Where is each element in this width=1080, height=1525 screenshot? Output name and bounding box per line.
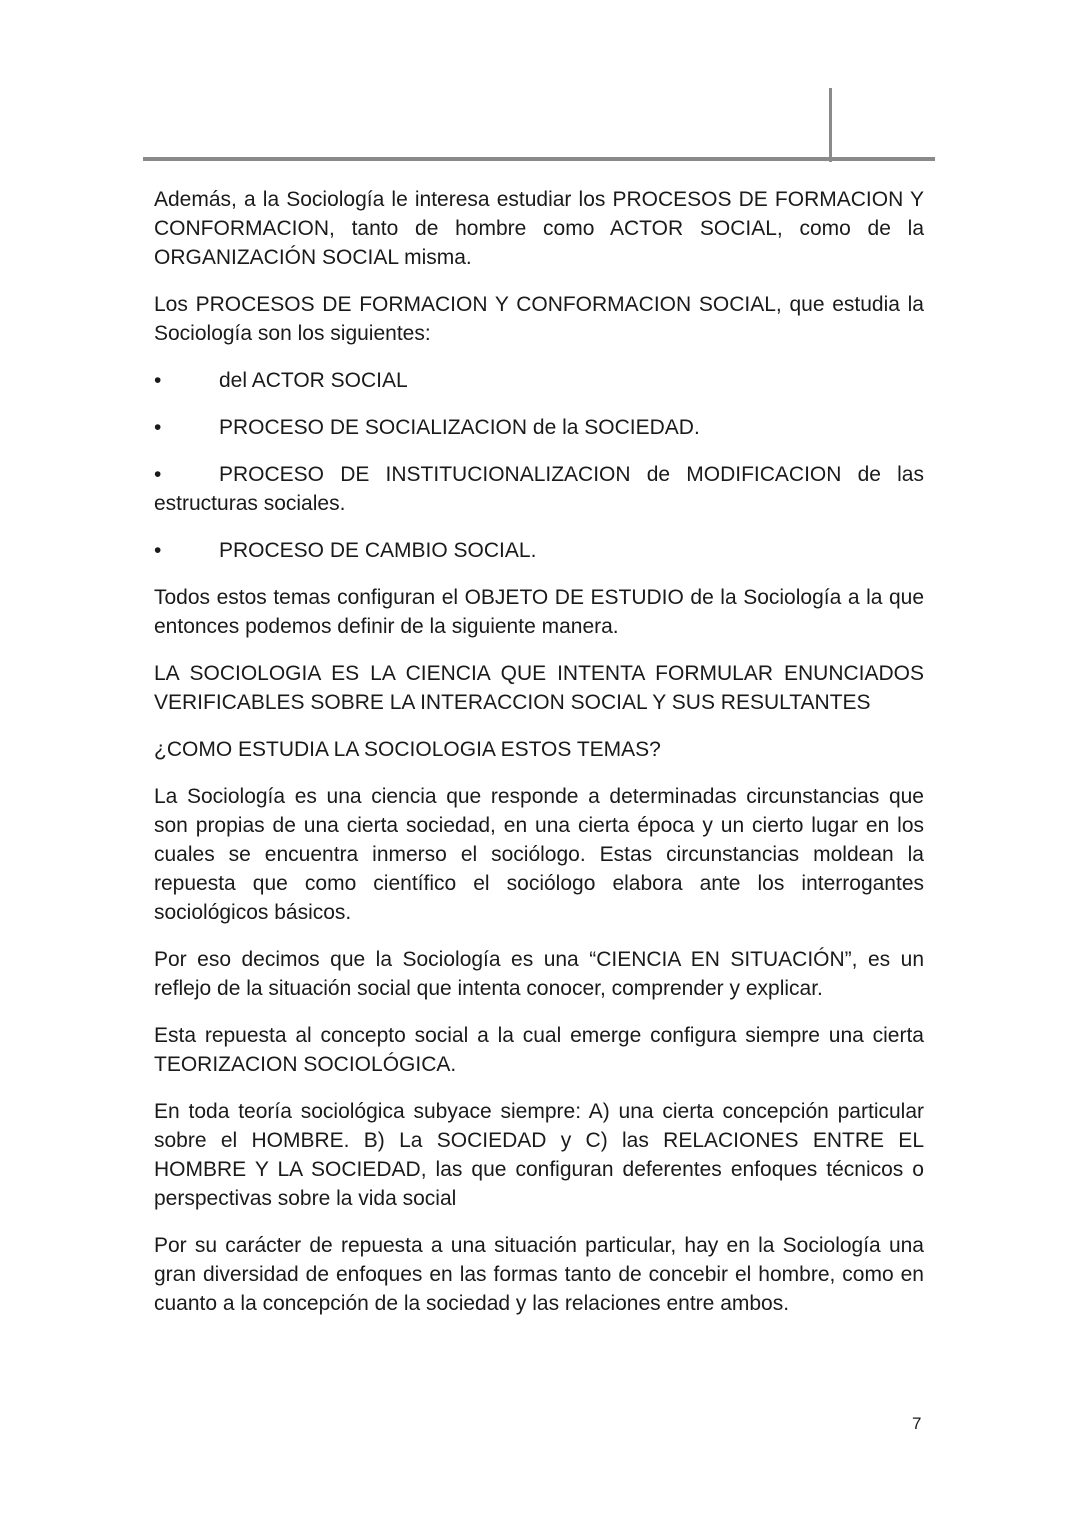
bullet-text: del ACTOR SOCIAL — [219, 369, 408, 392]
bullet-icon: • — [154, 463, 162, 486]
paragraph: Los PROCESOS DE FORMACION Y CONFORMACION SOCIAL, que estudia la Sociología son los siguientes: — [154, 293, 924, 345]
paragraph: LA SOCIOLOGIA ES LA CIENCIA QUE INTENTA FORMULAR ENUNCIADOS VERIFICABLES SOBRE LA INTERACCION SOCIAL Y SUS RESULTANTES — [154, 662, 924, 714]
header-rule — [143, 157, 935, 161]
paragraph: Todos estos temas configuran el OBJETO DE ESTUDIO de la Sociología a la que entonces podemos definir de la siguiente manera. — [154, 586, 924, 638]
paragraph: Por su carácter de repuesta a una situación particular, hay en la Sociología una gran diversidad de enfoques en las formas tanto de concebir el hombre, como en cuanto a la concepción de la sociedad y las relaciones entre ambos. — [154, 1234, 924, 1315]
page-number: 7 — [912, 1414, 922, 1433]
bullet-text: PROCESO DE SOCIALIZACION de la SOCIEDAD. — [219, 416, 700, 439]
paragraph: ¿COMO ESTUDIA LA SOCIOLOGIA ESTOS TEMAS? — [154, 738, 661, 761]
paragraph: Esta repuesta al concepto social a la cual emerge configura siempre una cierta TEORIZACION SOCIOLÓGICA. — [154, 1024, 924, 1076]
paragraph: Por eso decimos que la Sociología es una “CIENCIA EN SITUACIÓN”, es un reflejo de la situación social que intenta conocer, comprender y explicar. — [154, 948, 924, 1000]
bullet-item — [154, 460, 924, 518]
bullet-icon: • — [154, 369, 162, 392]
bullet-text: PROCESO DE CAMBIO SOCIAL. — [219, 539, 537, 562]
bullet-item — [154, 413, 924, 442]
bullet-item — [154, 366, 924, 395]
bullet-icon: • — [154, 539, 162, 562]
bullet-text: PROCESO DE INSTITUCIONALIZACION de MODIFICACION de las estructuras sociales. — [154, 463, 924, 515]
paragraph: Además, a la Sociología le interesa estudiar los PROCESOS DE FORMACION Y CONFORMACION, tanto de hombre como ACTOR SOCIAL, como de la ORGANIZACIÓN SOCIAL misma. — [154, 188, 924, 269]
paragraph: En toda teoría sociológica subyace siempre: A) una cierta concepción particular sobre el HOMBRE. B) La SOCIEDAD y C) las RELACIONES ENTRE EL HOMBRE Y LA SOCIEDAD, las que configuran deferentes enfoques técnicos o perspectivas sobre la vida social — [154, 1100, 924, 1210]
header-divider — [829, 88, 832, 162]
document-body — [154, 185, 924, 1336]
paragraph: La Sociología es una ciencia que responde a determinadas circunstancias que son propias de una cierta sociedad, en una cierta época y un cierto lugar en los cuales se encuentra inmerso el sociólogo. Estas circunstancias moldean la repuesta que como científico el sociólogo elabora ante los interrogantes sociológicos básicos. — [154, 785, 924, 924]
bullet-item — [154, 536, 924, 565]
bullet-icon: • — [154, 416, 162, 439]
